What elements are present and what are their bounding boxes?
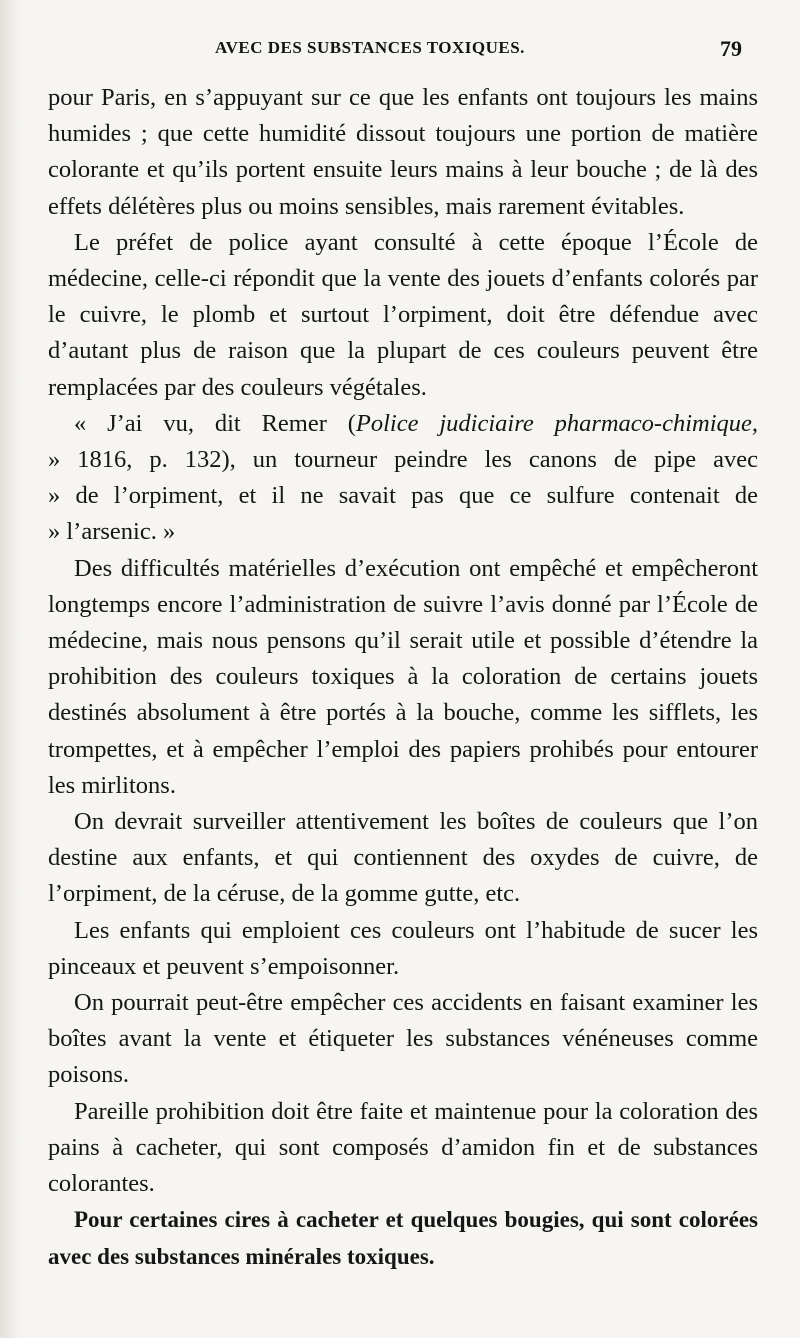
paragraph-prefet: Le préfet de police ayant consulté à cette époque l’École de médecine, celle-ci répondit que la vente des jouets d’enfants colorés par le cuivre, le plomb et surtout l’orpiment, doit être défendue avec d’autant plus de raison que la plupart de ces couleurs peuvent être remplacées par des couleurs végétales. — [48, 228, 758, 401]
page-number: 79 — [720, 36, 742, 61]
paragraph-difficultes: Des difficultés matérielles d’exécution ont empêché et empêcheront longtemps encore l’administration de suivre l’avis donné par l’École de médecine, mais nous pensons qu’il serait utile et possible d’étendre la prohibition des couleurs toxiques à la coloration de certains jouets destinés absolument à être portés à la bouche, comme les sifflets, les trompettes, et à empêcher l’emploi des papiers prohibés pour entourer les mirlitons. — [48, 554, 758, 799]
quote-citation-title: Police judiciaire pharmaco-chimique, — [355, 409, 759, 437]
quote-line-2: » 1816, p. 132), un tourneur peindre les canons de pipe avec — [48, 446, 758, 474]
running-head: AVEC DES SUBSTANCES TOXIQUES. — [215, 38, 525, 57]
page-header — [48, 34, 756, 70]
quote-line-1 — [48, 406, 758, 442]
paragraph-continued: pour Paris, en s’appuyant sur ce que les enfants ont toujours les mains humides ; que cette humidité dissout toujours une portion de matière colorante et qu’ils portent ensuite leurs mains à leur bouche ; de là des effets délétères plus ou moins sensibles, mais rarement évitables. — [48, 84, 758, 220]
paragraph-cires: Pour certaines cires à cacheter et quelques bougies, qui sont colorées avec des substances minérales toxiques. — [48, 1207, 758, 1269]
paragraph-enfants: Les enfants qui emploient ces couleurs ont l’habitude de sucer les pinceaux et peuvent s’empoisonner. — [48, 916, 758, 980]
text-body — [48, 80, 758, 1275]
quotation-remer — [48, 406, 758, 551]
paragraph-accidents: On pourrait peut-être empêcher ces accidents en faisant examiner les boîtes avant la vente et étiqueter les substances vénéneuses comme poisons. — [48, 989, 758, 1089]
quote-line-3: » de l’orpiment, et il ne savait pas que ce sulfure contenait de — [48, 482, 758, 510]
quote-line-4: » l’arsenic. » — [48, 518, 176, 546]
paragraph-surveiller: On devrait surveiller attentivement les boîtes de couleurs que l’on destine aux enfants, et qui contiennent des oxydes de cuivre, de l’orpiment, de la céruse, de la gomme gutte, etc. — [48, 808, 758, 908]
quote-line-1-text: « J’ai vu, dit Remer ( — [74, 409, 356, 437]
paragraph-pains-a-cacheter: Pareille prohibition doit être faite et maintenue pour la coloration des pains à cacheter, qui sont composés d’amidon fin et de substances colorantes. — [48, 1097, 758, 1198]
